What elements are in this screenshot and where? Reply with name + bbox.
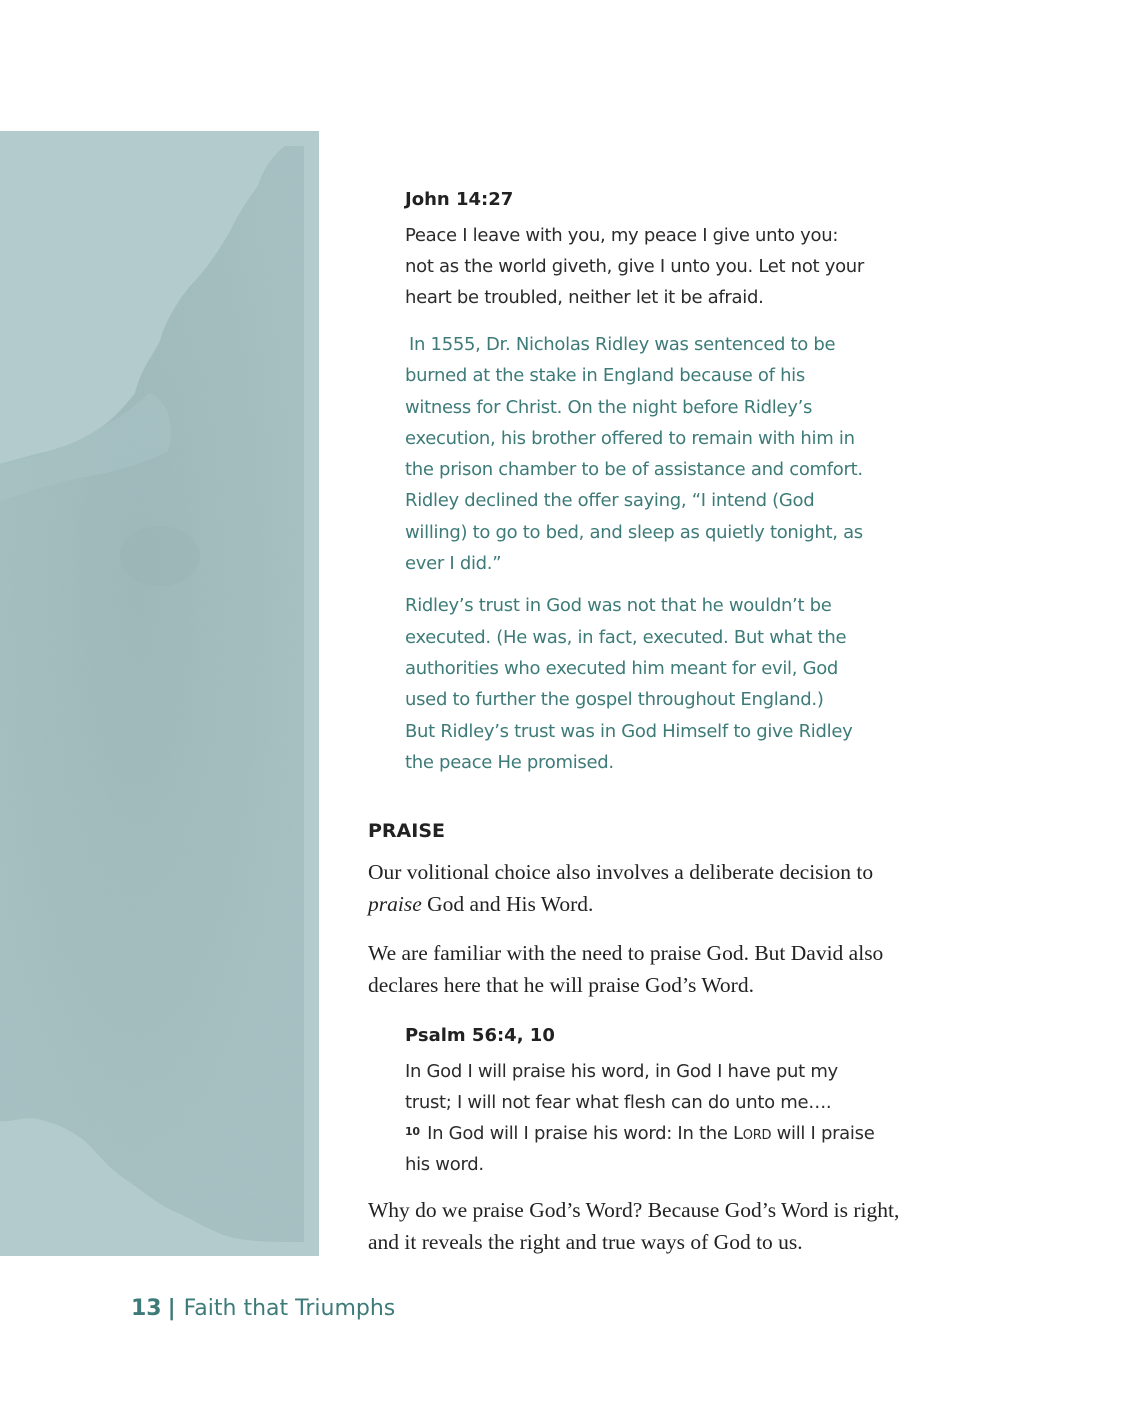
body-paragraph [368, 938, 958, 1001]
scripture-reference: John 14:27 [405, 189, 514, 210]
ridley-story-callout [405, 329, 930, 778]
scripture-line: heart be troubled, neither let it be afraid. [405, 287, 764, 308]
body-paragraph [368, 857, 958, 920]
scripture-line: In God I will praise his word, in God I have put my [405, 1061, 838, 1082]
callout-line: execution, his brother offered to remain with him in [405, 427, 855, 449]
divine-name-smallcaps: Lord [733, 1123, 772, 1144]
body-line [368, 889, 958, 921]
scripture-line: Peace I leave with you, my peace I give unto you: [405, 225, 839, 246]
callout-paragraph [405, 329, 930, 579]
callout-line: executed. (He was, in fact, executed. But what the [405, 626, 847, 648]
page-number: 13 [131, 1296, 162, 1321]
callout-line: the prison chamber to be of assistance and comfort. [405, 459, 863, 481]
body-text-block [368, 857, 958, 1001]
watercolor-stain-graphic [0, 131, 319, 1256]
callout-line: Ridley declined the offer saying, “I intend (God [405, 490, 815, 512]
body-paragraph [368, 1195, 958, 1258]
scripture-line: trust; I will not fear what flesh can do unto me…. [405, 1092, 832, 1113]
body-line-rest: God and His Word. [421, 891, 594, 916]
callout-line: authorities who executed him meant for evil, God [405, 657, 839, 679]
watercolor-panel [0, 131, 319, 1256]
verse-text: In God will I praise his word: In the [421, 1123, 734, 1144]
callout-paragraph [405, 590, 930, 778]
section-heading-praise: PRAISE [368, 820, 445, 842]
scripture-reference: Psalm 56:4, 10 [405, 1025, 555, 1046]
emphasis-word: praise [368, 891, 422, 916]
scripture-block-john [405, 189, 925, 313]
callout-line: In 1555, Dr. Nicholas Ridley was sentenced to be [409, 334, 836, 355]
callout-line: used to further the gospel throughout England.) [405, 689, 824, 711]
callout-line: the peace He promised. [405, 751, 614, 773]
scripture-line: his word. [405, 1154, 484, 1175]
body-line: We are familiar with the need to praise God. But David also [368, 941, 884, 965]
scripture-block-psalm [405, 1025, 925, 1180]
scripture-line [405, 1118, 925, 1149]
callout-line: But Ridley’s trust was in God Himself to give Ridley [405, 720, 853, 742]
verse-text: will I praise [771, 1123, 875, 1144]
book-title: Faith that Triumphs [183, 1296, 396, 1321]
body-line: and it reveals the right and true ways of God to us. [368, 1229, 803, 1254]
scripture-text [405, 1056, 925, 1180]
callout-line: Ridley’s trust in God was not that he wouldn’t be [405, 595, 832, 617]
callout-line: burned at the stake in England because of his [405, 365, 805, 387]
body-text-block [368, 1195, 958, 1258]
body-line: Why do we praise God’s Word? Because God’s Word is right, [368, 1198, 900, 1222]
callout-line: willing) to go to bed, and sleep as quietly tonight, as [405, 521, 863, 543]
callout-line: ever I did.” [405, 553, 502, 575]
page-footer [131, 1296, 395, 1321]
body-line: declares here that he will praise God’s Word. [368, 972, 754, 997]
scripture-text [405, 220, 925, 313]
footer-separator: | [167, 1296, 176, 1321]
verse-number: 10 [405, 1125, 420, 1138]
body-line: Our volitional choice also involves a deliberate decision to [368, 860, 874, 884]
scripture-line: not as the world giveth, give I unto you. Let not your [405, 256, 865, 277]
callout-line: witness for Christ. On the night before Ridley’s [405, 396, 813, 418]
